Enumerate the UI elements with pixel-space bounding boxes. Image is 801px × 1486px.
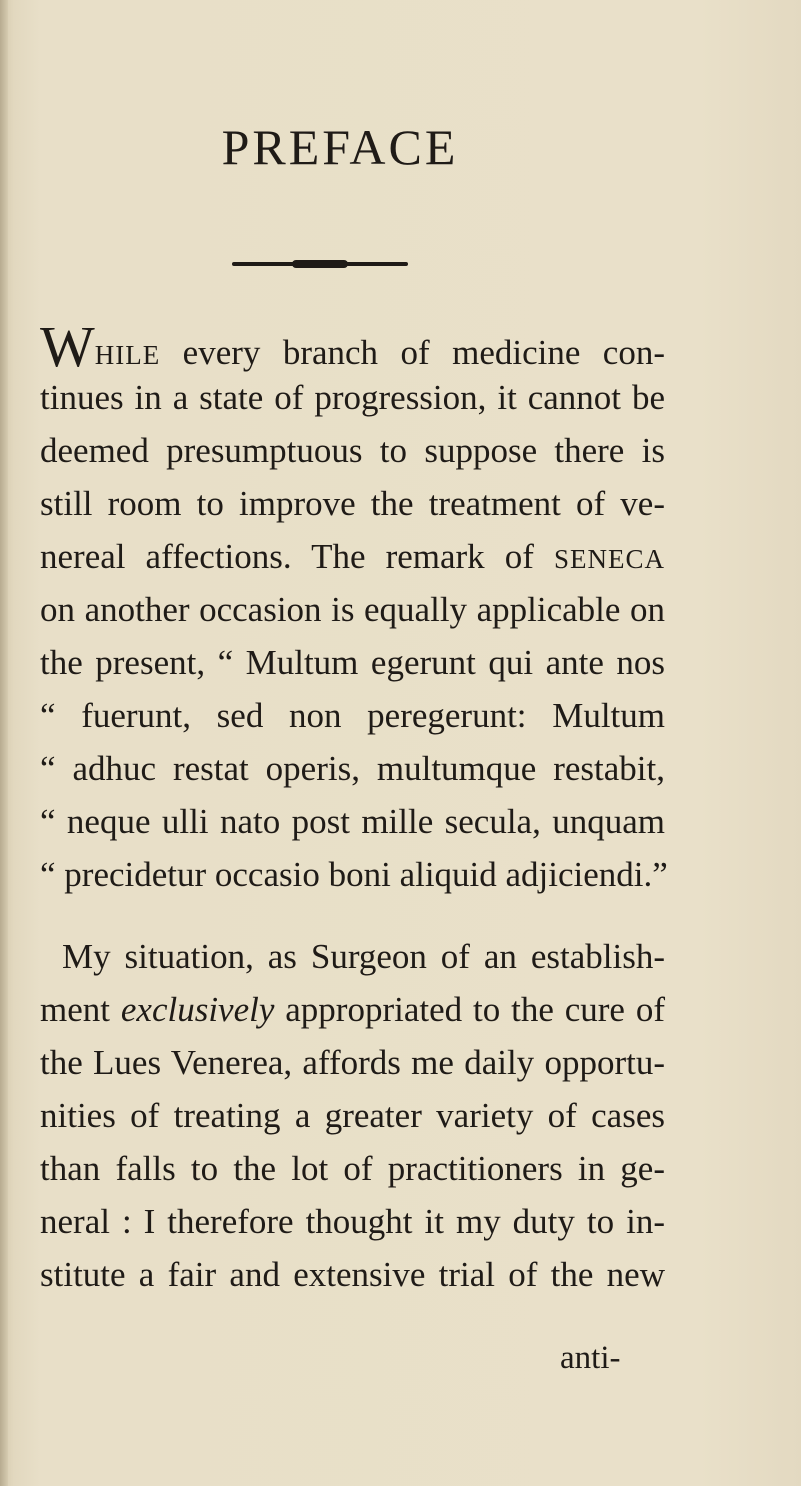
text-line: on another occasion is equally applicable on — [40, 590, 665, 629]
paragraph-2 — [40, 930, 665, 1301]
text-line: still room to improve the treatment of ve- — [40, 484, 665, 523]
text-fragment: every branch of medicine con- — [160, 333, 665, 372]
italic-word: exclusively — [120, 990, 275, 1029]
text-line: neral : I therefore thought it my duty to in- — [40, 1202, 665, 1241]
decorative-rule — [232, 262, 408, 266]
paragraph-1 — [40, 314, 668, 901]
text-fragment: appropriated to the cure of — [274, 990, 666, 1029]
text-line: “ adhuc restat operis, multumque restabit, — [40, 749, 665, 788]
text-line: the present, “ Multum egerunt qui ante nos — [40, 643, 665, 682]
text-line — [40, 314, 665, 379]
page-spine-shadow — [0, 0, 8, 1486]
text-line: the Lues Venerea, affords me daily opportu- — [40, 1043, 665, 1082]
text-line — [40, 530, 665, 583]
text-fragment: nereal affections. The remark of — [40, 537, 554, 576]
text-line — [40, 983, 665, 1036]
small-caps-name: SENECA — [553, 544, 665, 574]
text-line: stitute a fair and extensive trial of the new — [40, 1255, 665, 1294]
page-title: PREFACE — [221, 119, 459, 175]
text-line: nities of treating a greater variety of cases — [40, 1096, 665, 1135]
text-line: “ fuerunt, sed non peregerunt: Multum — [40, 696, 665, 735]
text-fragment: ment — [40, 990, 121, 1029]
small-caps-word: HILE — [94, 340, 161, 370]
drop-cap: W — [40, 314, 95, 379]
text-line: “ neque ulli nato post mille secula, unquam — [40, 802, 665, 841]
text-line: than falls to the lot of practitioners in ge- — [40, 1149, 665, 1188]
text-line: “ precidetur occasio boni aliquid adjiciendi.” — [40, 855, 668, 894]
text-line: deemed presumptuous to suppose there is — [40, 431, 665, 470]
text-line: tinues in a state of progression, it cannot be — [40, 378, 665, 417]
catchword: anti- — [560, 1340, 621, 1376]
text-line: My situation, as Surgeon of an establish- — [62, 937, 665, 976]
